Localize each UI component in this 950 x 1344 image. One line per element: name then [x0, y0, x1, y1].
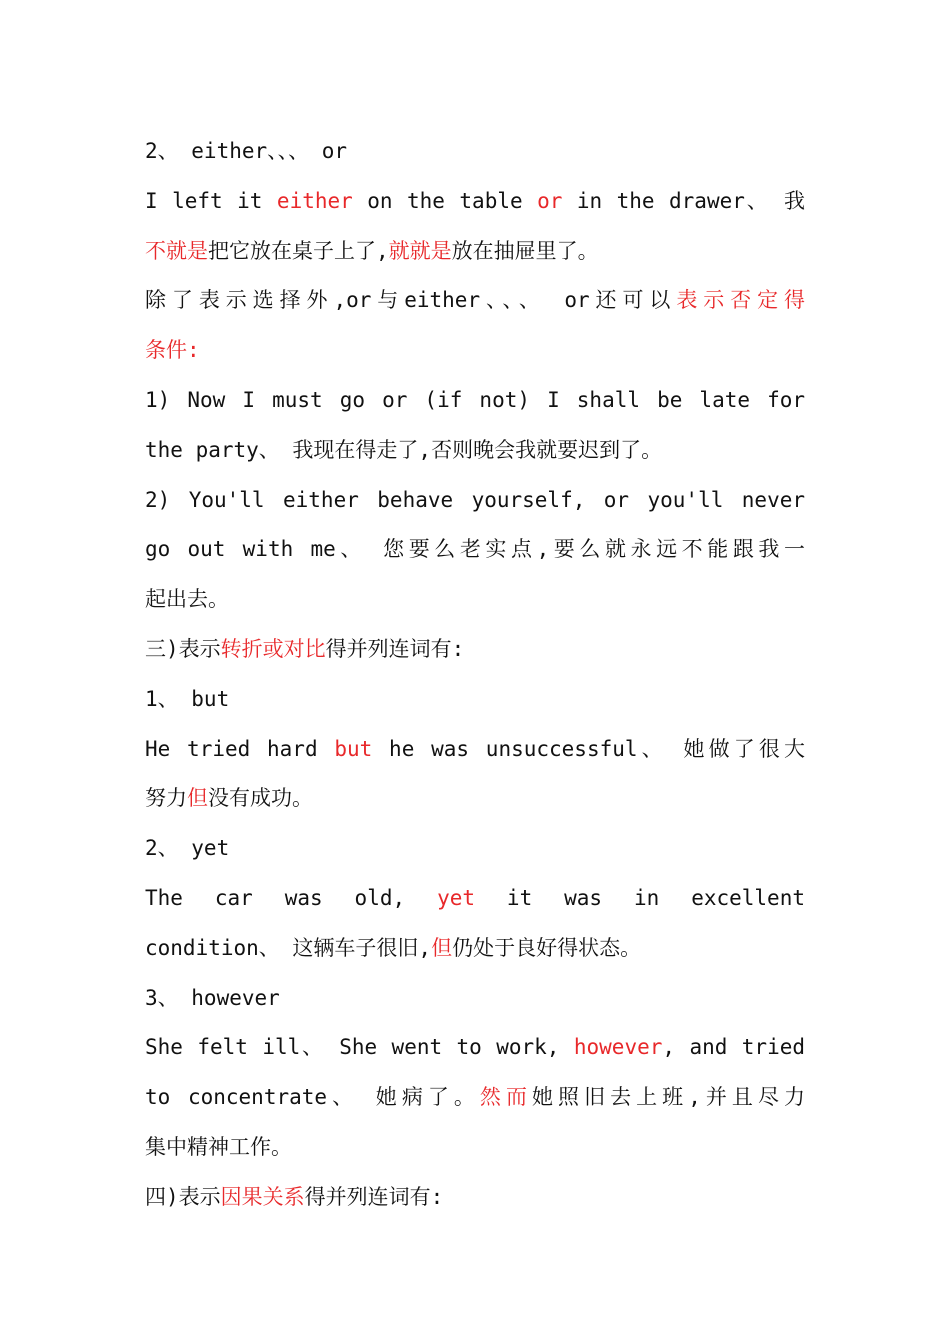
body-text: 三)表示 [145, 636, 221, 661]
highlighted-text: 因果关系 [220, 1184, 305, 1209]
text-line [145, 1123, 805, 1173]
body-text: 3、 however [145, 985, 280, 1010]
text-line [145, 376, 805, 426]
body-text: 努力 [145, 786, 187, 811]
highlighted-text: 不就是 [145, 238, 208, 263]
highlighted-text: but [334, 736, 373, 761]
document-page [145, 127, 805, 1223]
body-text: 2、 yet [145, 836, 230, 861]
body-text: He tried hard [145, 736, 335, 761]
highlighted-text: or [537, 188, 563, 213]
text-line [145, 675, 805, 725]
body-text: 没有成功。 [208, 786, 313, 811]
text-line [145, 476, 805, 526]
text-line [145, 326, 805, 376]
body-text: 把它放在桌子上了, [208, 238, 389, 263]
body-text: it was in excellent [475, 885, 805, 910]
text-line [145, 426, 805, 476]
highlighted-text: either [276, 188, 353, 213]
body-text: go out with me、 您要么老实点,要么就永远不能跟我一 [145, 537, 805, 562]
body-text: 四)表示 [145, 1184, 221, 1209]
text-line [145, 1173, 805, 1223]
text-line [145, 1073, 805, 1123]
highlighted-text: 但 [431, 935, 453, 960]
text-line [145, 177, 805, 227]
highlighted-text: 然而 [479, 1085, 532, 1110]
body-text: condition、 这辆车子很旧, [145, 935, 432, 960]
text-line [145, 625, 805, 675]
highlighted-text: 转折或对比 [220, 636, 326, 661]
highlighted-text: yet [437, 885, 475, 910]
body-text: 除了表示选择外,or与either、、、 or还可以 [145, 288, 677, 313]
body-text: 放在抽屉里了。 [451, 238, 599, 263]
body-text: I left it [145, 188, 277, 213]
text-line [145, 525, 805, 575]
body-text: 她照旧去上班,并且尽力 [532, 1085, 805, 1110]
body-text: 2) You'll either behave yourself, or you'll never [145, 487, 805, 512]
text-line [145, 924, 805, 974]
highlighted-text: however [573, 1035, 663, 1060]
text-line [145, 276, 805, 326]
body-text: 仍处于良好得状态。 [452, 935, 642, 960]
highlighted-text: 就就是 [388, 238, 452, 263]
body-text: 起出去。 [145, 587, 229, 612]
body-text: on the table [352, 188, 538, 213]
body-text: to concentrate、 她病了。 [145, 1085, 480, 1110]
body-text: , and tried [662, 1035, 806, 1060]
body-text: 1、 but [145, 686, 230, 711]
highlighted-text: 条件: [145, 338, 200, 363]
highlighted-text: 但 [187, 786, 208, 811]
body-text: 得并列连词有: [304, 1184, 444, 1209]
text-line [145, 774, 805, 824]
text-line [145, 725, 805, 775]
text-line [145, 974, 805, 1024]
text-line [145, 1023, 805, 1073]
body-text: 1) Now I must go or (if not) I shall be late for [145, 387, 805, 412]
text-line [145, 227, 805, 277]
highlighted-text: 表示否定得 [676, 288, 805, 313]
body-text: She felt ill、 She went to work, [145, 1035, 574, 1060]
text-line [145, 874, 805, 924]
body-text: 集中精神工作。 [145, 1134, 292, 1159]
body-text: in the drawer、 我 [562, 188, 805, 213]
body-text: 得并列连词有: [325, 636, 465, 661]
body-text: the party、 我现在得走了,否则晚会我就要迟到了。 [145, 437, 663, 462]
body-text: The car was old, [145, 885, 438, 910]
text-line [145, 575, 805, 625]
text-line [145, 824, 805, 874]
body-text: 2、 either、、、 or [145, 139, 348, 163]
body-text: he was unsuccessful、 她做了很大 [372, 736, 805, 761]
text-line [145, 127, 805, 177]
